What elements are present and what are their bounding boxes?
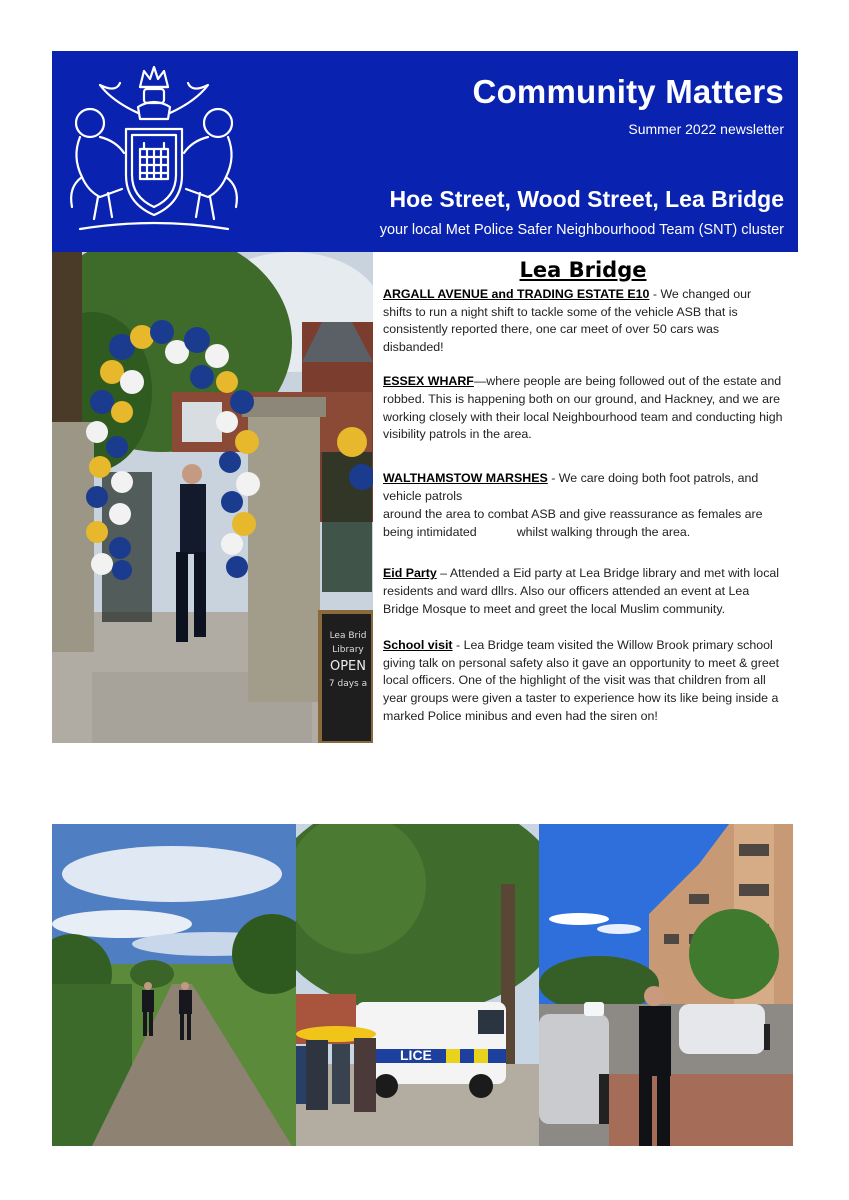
svg-text:Library: Library — [332, 645, 364, 655]
svg-text:OPEN: OPEN — [329, 659, 367, 674]
update-item-walthamstow-marshes: WALTHAMSTOW MARSHES - We care doing both foot patrols, and vehicle patrols around the area to combat ASB and give reassurance as females are being intimidated whilst walking through the area. — [383, 471, 763, 539]
update-text: around the area to combat ASB and give reassurance as females are being intimidated — [383, 506, 763, 539]
update-text: whilst walking through the area. — [516, 524, 691, 539]
marshes-patrol-photo — [52, 824, 296, 1146]
school-visit-van-photo — [296, 824, 539, 1146]
update-text: Attended a Eid party at Lea Bridge library and met with local residents and ward dllrs. Also our officers attended an event at Lea Bridge Mosque to meet and greet the local Muslim community. — [383, 566, 780, 616]
van-lettering: LICE — [400, 1047, 432, 1063]
update-lead: WALTHAMSTOW MARSHES — [383, 471, 548, 486]
lea-bridge-section — [383, 258, 783, 742]
estate-patrol-photo — [539, 824, 793, 1146]
update-item-essex-wharf: ESSEX WHARF—where people are being followed out of the estate and robbed. This is happening both on our ground, and Hackney, and we are working closely with their local Neighbourhood team and conducting high visibility patrols in the area. — [383, 373, 783, 442]
update-text: where people are being followed out of the estate and robbed. This is happening both on our ground, and Hackney, and we are working closely with their local Neighbourhood team and conducting high visibility patrols in the area. — [383, 373, 783, 442]
section-title: Lea Bridge — [519, 258, 647, 282]
update-text: Lea Bridge team visited the Willow Brook primary school giving talk on personal safety also it gave an opportunity to meet & greet local officers. One of the highlight of the visit was that children from all year groups were given a taster to experience how its like being inside a marked Police minibus and even had the siren on! — [383, 637, 780, 723]
update-item-eid-party: Eid Party – Attended a Eid party at Lea Bridge library and met with local residents and ward dllrs. Also our officers attended an event at Lea Bridge Mosque to meet and greet the local Muslim community. — [383, 566, 780, 616]
ward-areas: Hoe Street, Wood Street, Lea Bridge — [389, 186, 784, 212]
update-item-argall: ARGALL AVENUE and TRADING ESTATE E10 - We changed our shifts to run a night shift to tackle some of the vehicle ASB that is consistently reported there, one car meet of over 50 cars was disbanded! — [383, 286, 752, 355]
met-police-crest-icon — [60, 57, 248, 245]
update-lead: School visit — [383, 637, 453, 652]
newsletter-edition: Summer 2022 newsletter — [628, 121, 784, 137]
update-lead: ARGALL AVENUE and TRADING ESTATE E10 — [383, 286, 650, 301]
update-item-school-visit: School visit - Lea Bridge team visited the Willow Brook primary school giving talk on personal safety also it gave an opportunity to meet & greet local officers. One of the highlight of the visit was that children from all year groups were given a taster to experience how its like being inside a marked Police minibus and even had the siren on! — [383, 637, 780, 723]
update-text: We changed our shifts to run a night shift to tackle some of the vehicle ASB that is consistently reported there, one car meet of over 50 cars was disbanded! — [383, 286, 752, 355]
balloon-arch-photo — [52, 252, 373, 743]
newsletter-title: Community Matters — [472, 73, 784, 110]
update-text: We care doing both foot patrols, and vehicle patrols — [383, 471, 759, 503]
library-sign — [320, 612, 373, 743]
team-description: your local Met Police Safer Neighbourhood Team (SNT) cluster — [379, 222, 784, 238]
svg-text:Lea Brid: Lea Brid — [329, 631, 367, 641]
svg-text:7 days a: 7 days a — [328, 679, 368, 689]
update-lead: ESSEX WHARF — [383, 373, 474, 388]
newsletter-header — [52, 51, 798, 252]
update-lead: Eid Party — [383, 566, 437, 581]
